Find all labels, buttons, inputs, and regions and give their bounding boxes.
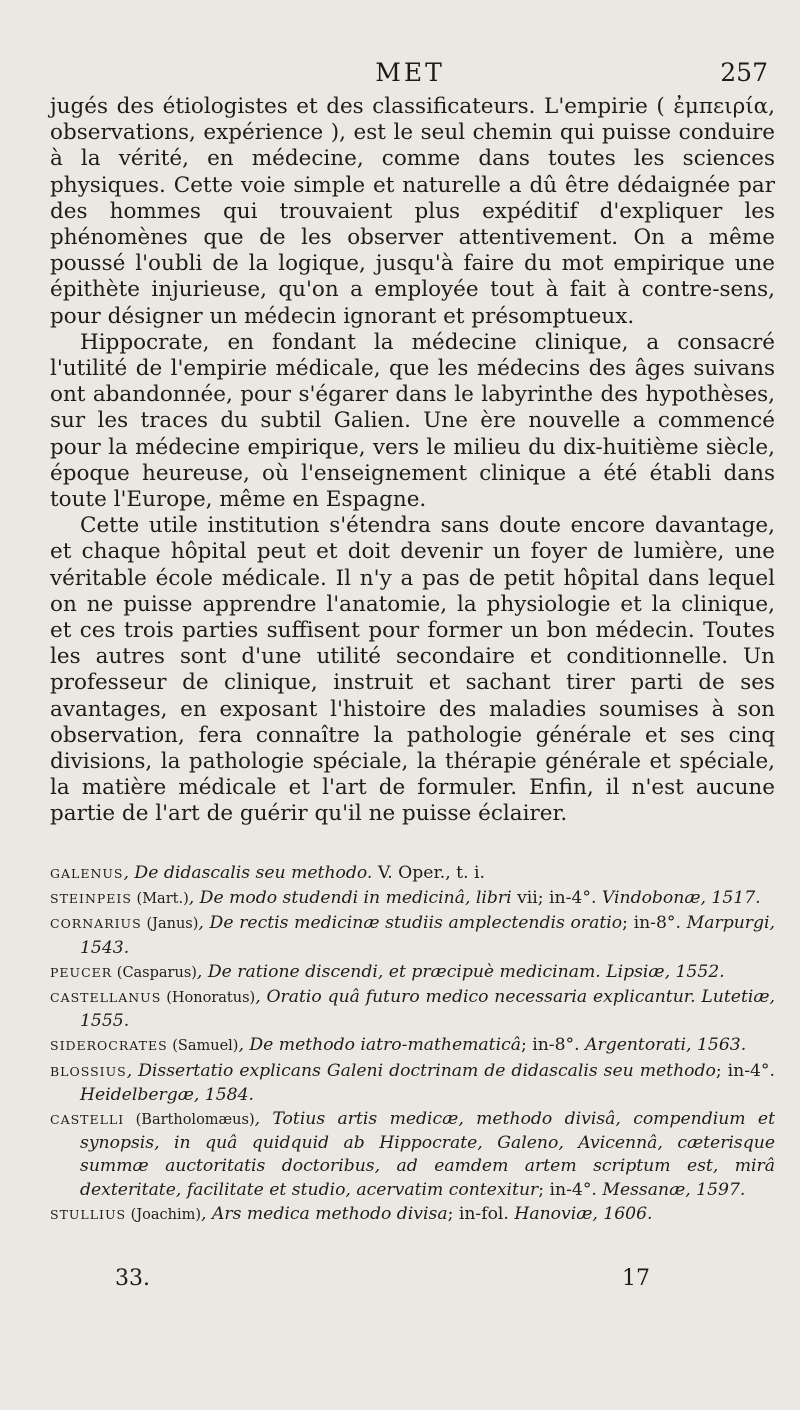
ref-title: , De rectis medicinæ studiis amplectendis oratio	[198, 913, 623, 934]
ref-title: , Dissertatio explicans Galeni doctrinam de didascalis seu methodo	[126, 1060, 716, 1081]
ref-place: Lipsiæ, 1552.	[606, 961, 725, 982]
bibliography-entry	[50, 862, 775, 886]
ref-place: Heidelbergæ, 1584.	[80, 1084, 255, 1105]
ref-place: Hanoviæ, 1606.	[514, 1203, 653, 1224]
ref-author: SIDEROCRATES	[50, 1038, 168, 1054]
ref-title: , De methodo iatro-mathematicâ	[238, 1035, 521, 1056]
ref-title: , De ratione discendi, et præcipuè medicinam.	[196, 961, 601, 982]
paragraph: Cette utile institution s'étendra sans doute encore davantage, et chaque hôpital peut et doit devenir un foyer de lumière, une véritable école médicale. Il n'y a pas de petit hôpital dans lequel on ne puisse apprendre l'anatomie, la physiologie et la clinique, et ces trois parties suffisent pour former un bon médecin. Toutes les autres sont d'une utilité secondaire et conditionnelle. Un professeur de clinique, instruit et sachant tirer parti de ses avantages, en exposant l'histoire des maladies soumises à son observation, fera connaître la pathologie générale et ses cinq divisions, la pathologie spéciale, la thérapie générale et spéciale, la matière médicale et l'art de formuler. Enfin, il n'est aucune partie de l'art de guérir qu'il ne puisse éclairer.	[50, 513, 775, 827]
page-footer	[115, 1266, 650, 1296]
ref-title: , De didascalis seu methodo.	[123, 863, 373, 883]
ref-details: ; in-4°.	[538, 1179, 603, 1200]
sheet-number: 17	[622, 1266, 650, 1291]
ref-forename: (Bartholomæus)	[124, 1112, 255, 1129]
ref-author: CASTELLANUS	[50, 990, 162, 1006]
ref-author: GALENUS	[50, 866, 124, 881]
ref-forename: (Joachim)	[126, 1206, 202, 1223]
ref-details: V. Oper., t. i.	[372, 863, 485, 883]
paragraph: jugés des étiologistes et des classificateurs. L'empirie ( ἐμπειρία, observations, expérience ), est le seul chemin qui puisse conduire à la vérité, en médecine, comme dans toutes les sciences physiques. Cette voie simple et naturelle a dû être dédaignée par des hommes qui trouvaient plus expéditif d'expliquer les phénomènes que de les observer attentivement. On a même poussé l'oubli de la logique, jusqu'à faire du mot empirique une épithète injurieuse, qu'on a employée tout à fait à contre-sens, pour désigner un médecin ignorant et présomptueux.	[50, 94, 775, 329]
paragraph: Hippocrate, en fondant la médecine clinique, a consacré l'utilité de l'empirie médicale, que les médecins des âges suivans ont abandonnée, pour s'égarer dans le labyrinthe des hypothèses, sur les traces du subtil Galien. Une ère nouvelle a commencé pour la médecine empirique, vers le milieu du dix-huitième siècle, époque heureuse, où l'enseignement clinique a été établi dans toute l'Europe, même en Espagne.	[50, 329, 775, 513]
bibliography-entry	[50, 887, 775, 911]
ref-forename: (Casparus)	[112, 964, 197, 981]
ref-details: ; in-8°.	[622, 913, 687, 934]
ref-details: vii; in-4°.	[511, 888, 602, 909]
bibliography-entry	[50, 1060, 775, 1107]
ref-forename: (Samuel)	[167, 1038, 239, 1055]
ref-forename: (Honoratus)	[161, 990, 256, 1007]
ref-author: STULLIUS	[50, 1206, 127, 1222]
signature-mark: 33.	[115, 1266, 150, 1291]
ref-place: Lutetiæ, 1555.	[80, 987, 775, 1032]
ref-title: , Ars medica methodo divisa	[201, 1203, 448, 1224]
ref-author: CORNARIUS	[50, 916, 142, 932]
bibliography-entry	[50, 1034, 775, 1058]
ref-details: ; in-fol.	[447, 1203, 515, 1224]
running-head: MET	[375, 58, 445, 87]
ref-details: ; in-8°.	[520, 1035, 586, 1056]
ref-place: Marpurgi, 1543.	[80, 913, 775, 958]
bibliography-entry	[50, 1108, 775, 1202]
bibliography-entry	[50, 986, 775, 1033]
body-text	[50, 94, 775, 828]
ref-title: , De modo studendi in medicinâ, libri	[188, 888, 512, 909]
ref-place: Vindobonæ, 1517.	[601, 888, 761, 909]
ref-forename: (Janus)	[141, 916, 199, 933]
page-header	[50, 58, 770, 92]
ref-author: CASTELLI	[50, 1112, 125, 1128]
ref-author: STEINPEIS	[50, 891, 132, 907]
bibliography-entry	[50, 912, 775, 959]
ref-forename: (Mart.)	[131, 891, 189, 908]
ref-title: , Oratio quâ futuro medico necessaria explicantur.	[255, 987, 696, 1008]
bibliography-entry	[50, 1203, 775, 1227]
ref-author: BLOSSIUS	[50, 1063, 127, 1079]
ref-place: Argentorati, 1563.	[585, 1035, 747, 1056]
ref-details: ; in-4°.	[715, 1060, 775, 1081]
ref-place: Messanæ, 1597.	[602, 1179, 746, 1200]
bibliography-entry	[50, 961, 775, 985]
ref-title: , Totius artis medicæ, methodo divisâ, compendium et synopsis, in quâ quidquid ab Hippocrate, Galeno, Avicennâ, cæterisque summæ auctoritatis doctoribus, ad eamdem artem scriptum est, mirâ dexteritate, facilitate et studio, acervatim contexitur	[80, 1109, 775, 1200]
bibliography	[50, 862, 775, 1228]
page-number: 257	[720, 58, 768, 87]
ref-author: PEUCER	[50, 964, 113, 980]
